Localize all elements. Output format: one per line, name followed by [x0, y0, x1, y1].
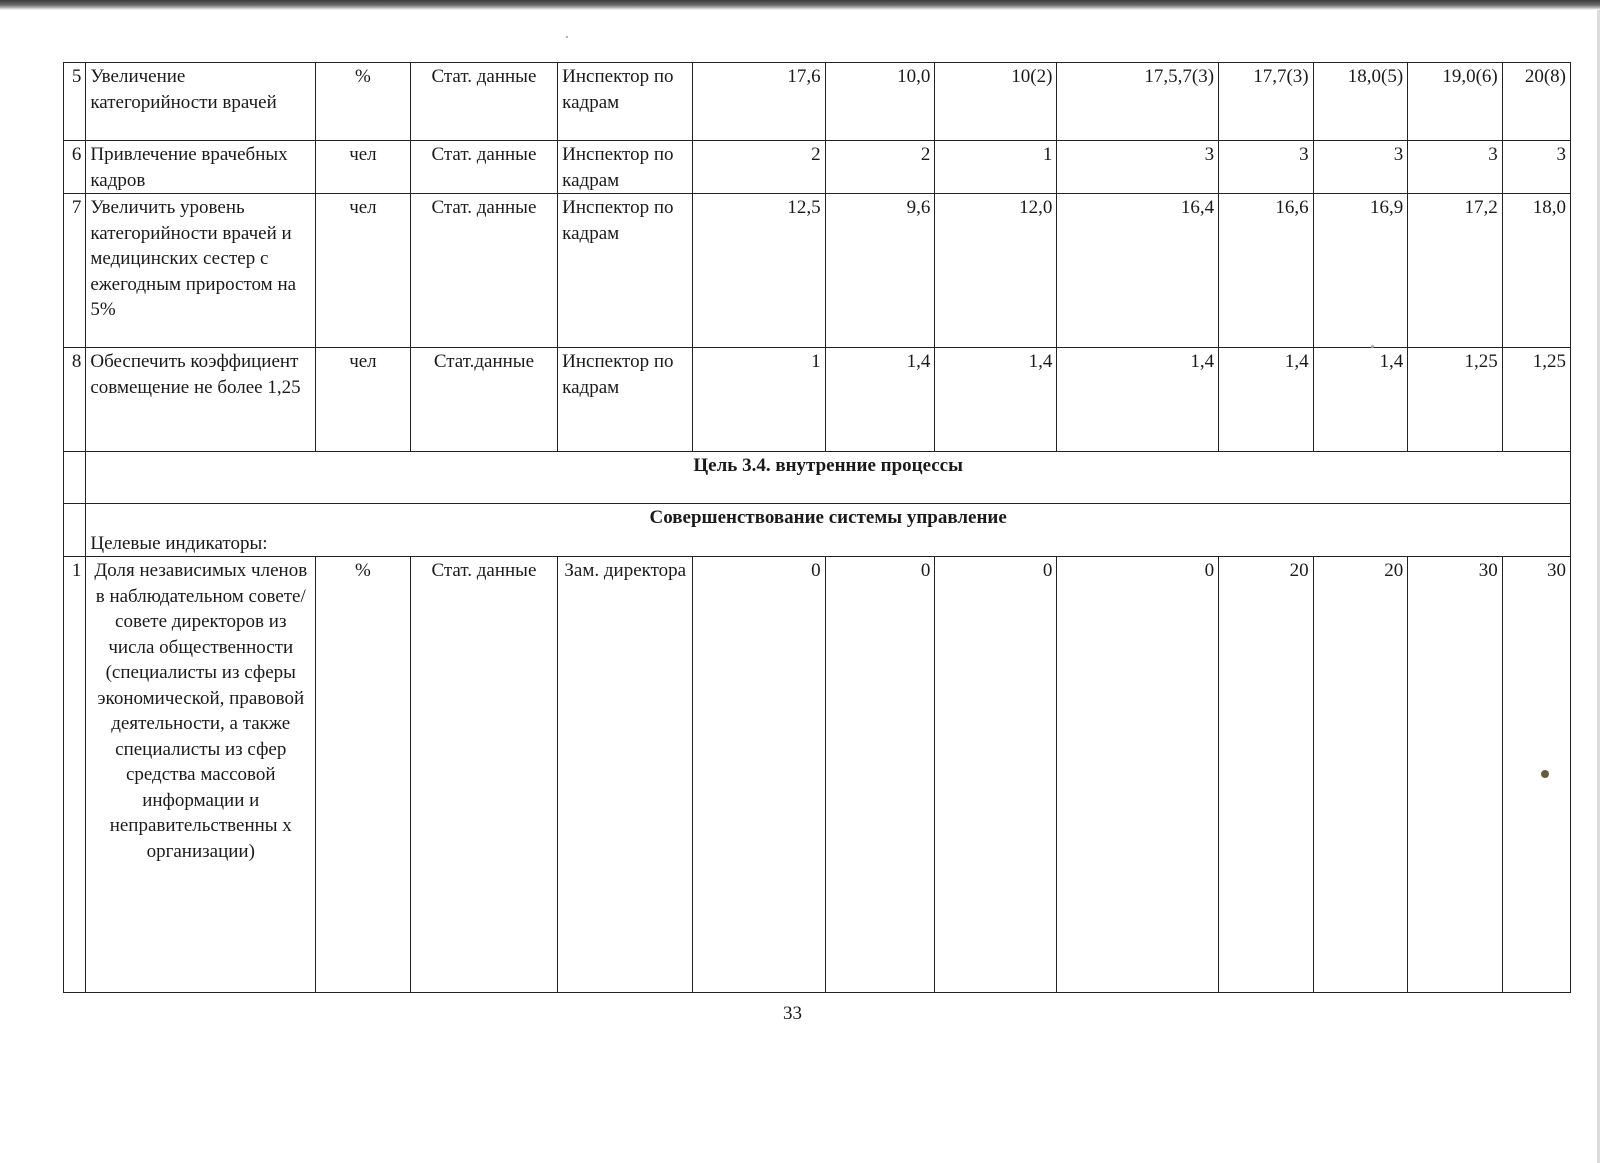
- value-cell: 16,6: [1219, 194, 1314, 348]
- value-cell: 3: [1313, 141, 1408, 194]
- indicator-name: Доля независимых членов в наблюдательном совете/совете директоров из числа общественности (специалисты из сферы экономической, правовой деятельности, а также специалисты из сфер средства массовой информации и неправительственны х организации): [86, 557, 316, 993]
- empty-number-cell: [64, 452, 86, 504]
- responsible-cell: Инспектор по кадрам: [558, 194, 693, 348]
- value-cell: 1,4: [1313, 348, 1408, 452]
- value-cell: 3: [1502, 141, 1570, 194]
- scan-speck: [1371, 345, 1374, 348]
- value-cell: 3: [1057, 141, 1219, 194]
- value-cell: 2: [693, 141, 825, 194]
- value-cell: 17,6: [693, 63, 825, 141]
- source-cell: Стат. данные: [410, 194, 557, 348]
- unit-cell: чел: [316, 194, 411, 348]
- value-cell: 1: [693, 348, 825, 452]
- value-cell: 1,4: [1219, 348, 1314, 452]
- value-cell: 0: [693, 557, 825, 993]
- task-heading: Совершенствование системы управление: [649, 507, 1007, 528]
- value-cell: 1,4: [1057, 348, 1219, 452]
- row-number: 7: [64, 194, 86, 348]
- source-cell: Стат. данные: [410, 557, 557, 993]
- value-cell: 18,0(5): [1313, 63, 1408, 141]
- task-heading-cell: [86, 504, 1571, 557]
- responsible-cell: Инспектор по кадрам: [558, 141, 693, 194]
- table-row: [64, 557, 1571, 993]
- value-cell: 0: [935, 557, 1057, 993]
- value-cell: 10,0: [825, 63, 935, 141]
- value-cell: 20(8): [1502, 63, 1570, 141]
- table-row: [64, 348, 1571, 452]
- indicator-name: Обеспечить коэффициент совмещение не более 1,25: [86, 348, 316, 452]
- value-cell: 1,4: [825, 348, 935, 452]
- table-row: [64, 63, 1571, 141]
- responsible-cell: Инспектор по кадрам: [558, 348, 693, 452]
- page-number: 33: [783, 1003, 802, 1024]
- row-number: 1: [64, 557, 86, 993]
- value-cell: 16,4: [1057, 194, 1219, 348]
- value-cell: 2: [825, 141, 935, 194]
- value-cell: 12,0: [935, 194, 1057, 348]
- goal-heading-row: [64, 452, 1571, 504]
- value-cell: 30: [1502, 557, 1570, 993]
- value-cell: 1,4: [935, 348, 1057, 452]
- value-cell: 19,0(6): [1408, 63, 1503, 141]
- value-cell: 17,5,7(3): [1057, 63, 1219, 141]
- value-cell: 20: [1313, 557, 1408, 993]
- value-cell: 10(2): [935, 63, 1057, 141]
- responsible-cell: Зам. директора: [558, 557, 693, 993]
- task-heading-row: [64, 504, 1571, 557]
- value-cell: 1,25: [1502, 348, 1570, 452]
- value-cell: 1: [935, 141, 1057, 194]
- source-cell: Стат. данные: [410, 141, 557, 194]
- indicator-name: Увеличить уровень категорийности врачей и медицинских сестер с ежегодным приростом на 5%: [86, 194, 316, 348]
- table-row: [64, 141, 1571, 194]
- value-cell: 0: [1057, 557, 1219, 993]
- source-cell: Стат.данные: [410, 348, 557, 452]
- unit-cell: %: [316, 63, 411, 141]
- value-cell: 9,6: [825, 194, 935, 348]
- empty-number-cell: [64, 504, 86, 557]
- responsible-cell: Инспектор по кадрам: [558, 63, 693, 141]
- indicators-table: [63, 62, 1571, 993]
- row-number: 8: [64, 348, 86, 452]
- row-number: 6: [64, 141, 86, 194]
- source-cell: Стат. данные: [410, 63, 557, 141]
- value-cell: 12,5: [693, 194, 825, 348]
- value-cell: 17,7(3): [1219, 63, 1314, 141]
- unit-cell: чел: [316, 141, 411, 194]
- indicators-label: Целевые индикаторы:: [90, 532, 268, 554]
- scan-speck: [566, 36, 568, 38]
- value-cell: 0: [825, 557, 935, 993]
- row-number: 5: [64, 63, 86, 141]
- value-cell: 20: [1219, 557, 1314, 993]
- value-cell: 18,0: [1502, 194, 1570, 348]
- value-cell: 3: [1408, 141, 1503, 194]
- value-cell: 17,2: [1408, 194, 1503, 348]
- scan-speck: [1541, 770, 1549, 778]
- value-cell: 3: [1219, 141, 1314, 194]
- unit-cell: чел: [316, 348, 411, 452]
- value-cell: 1,25: [1408, 348, 1503, 452]
- indicator-name: Привлечение врачебных кадров: [86, 141, 316, 194]
- scan-top-edge: [0, 0, 1600, 10]
- value-cell: 30: [1408, 557, 1503, 993]
- value-cell: 16,9: [1313, 194, 1408, 348]
- table-row: [64, 194, 1571, 348]
- unit-cell: %: [316, 557, 411, 993]
- goal-heading: Цель 3.4. внутренние процессы: [86, 452, 1571, 504]
- indicator-name: Увеличение категорийности врачей: [86, 63, 316, 141]
